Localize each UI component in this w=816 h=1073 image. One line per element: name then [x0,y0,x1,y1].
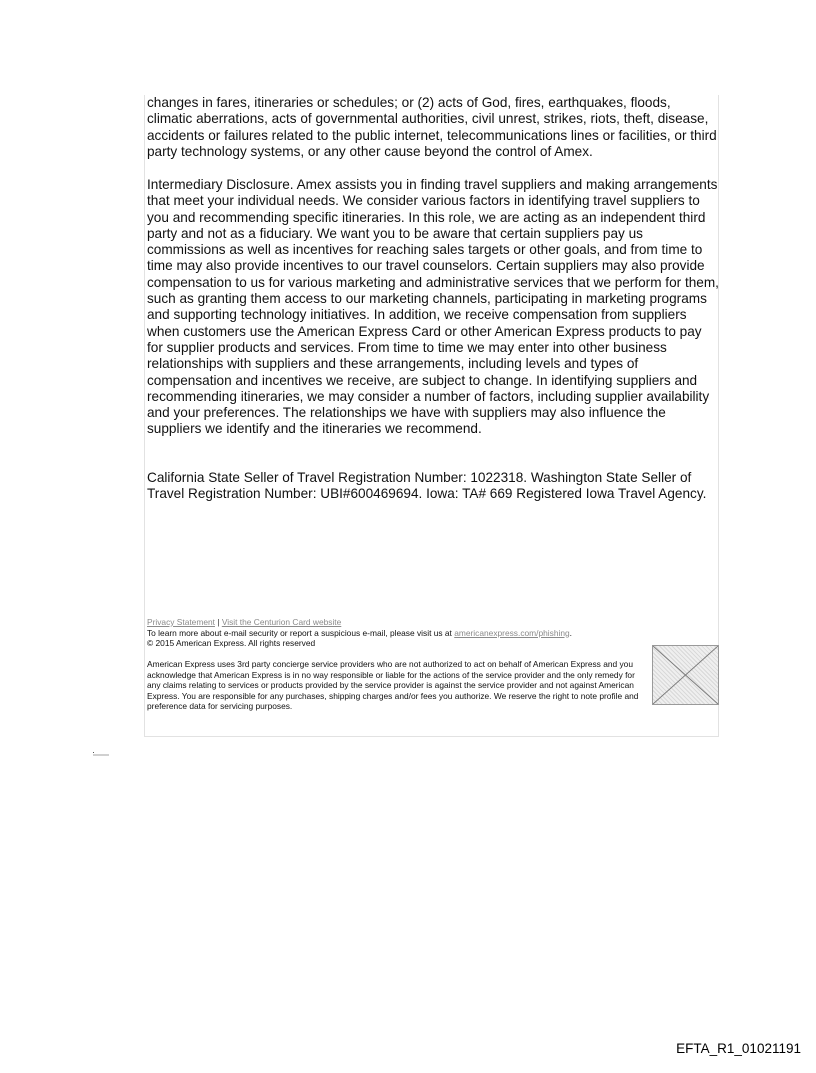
concierge-disclaimer: American Express uses 3rd party concierge service providers who are not authorized to act on behalf of American Express and you acknowledge that American Express is in no way responsible or liable for the actions of the service provider and the only remedy for any claims relating to services or products provided by the service provider is against the service provider and not against American Express. You are responsible for any purchases, shipping charges and/or fees you authorize. We reserve the right to note profile and preference data for servicing purposes. [147,659,639,712]
security-end: . [569,627,572,638]
copyright-notice: © 2015 American Express. All rights reserved [147,638,316,649]
broken-image-icon [652,645,719,705]
link-separator: | [217,617,220,627]
privacy-statement-link[interactable]: Privacy Statement [147,617,215,627]
email-body-frame [144,95,719,737]
email-footer [147,617,719,712]
force-majeure-paragraph: changes in fares, itineraries or schedules; or (2) acts of God, fires, earthquakes, floods, climatic aberrations, acts of governmental authorities, civil unrest, strikes, riots, theft, disease, accidents or failures related to the public internet, telecommunications lines or facilities, or third party technology systems, or any other cause beyond the control of Amex. [147,95,717,159]
security-notice [147,628,719,639]
stray-mark [93,752,109,756]
bates-number: EFTA_R1_01021191 [676,1041,801,1056]
footer-links [147,617,719,628]
security-text: To learn more about e-mail security or report a suspicious e-mail, please visit us at [147,627,452,638]
centurion-card-link[interactable]: Visit the Centurion Card website [221,617,342,627]
registration-paragraph: California State Seller of Travel Registration Number: 1022318. Washington State Seller of Travel Registration Number: UBI#600469694. Iowa: TA# 669 Registered Iowa Travel Agency. [147,470,707,502]
phishing-link[interactable]: americanexpress.com/phishing [454,627,570,638]
intermediary-disclosure-paragraph: Intermediary Disclosure. Amex assists you in finding travel suppliers and making arrangements that meet your individual needs. We consider various factors in identifying travel suppliers to you and recommending specific itineraries. In this role, we are acting as an independent third party and not as a fiduciary. We want you to be aware that certain suppliers pay us commissions as well as incentives for reaching sales targets or other goals, and from time to time may also provide incentives to our travel counselors. Certain suppliers may also provide compensation to us for various marketing and administrative services that we perform for them, such as granting them access to our marketing channels, participating in marketing programs and supporting technology initiatives. In addition, we receive compensation from suppliers when customers use the American Express Card or other American Express products to pay for supplier products and services. From time to time we may enter into other business relationships with suppliers and these arrangements, including levels and types of compensation and incentives we receive, are subject to change. In identifying suppliers and recommending itineraries, we may consider a number of factors, including supplier availability and your preferences. The relationships we have with suppliers may also influence the suppliers we identify and the itineraries we recommend. [147,177,719,437]
